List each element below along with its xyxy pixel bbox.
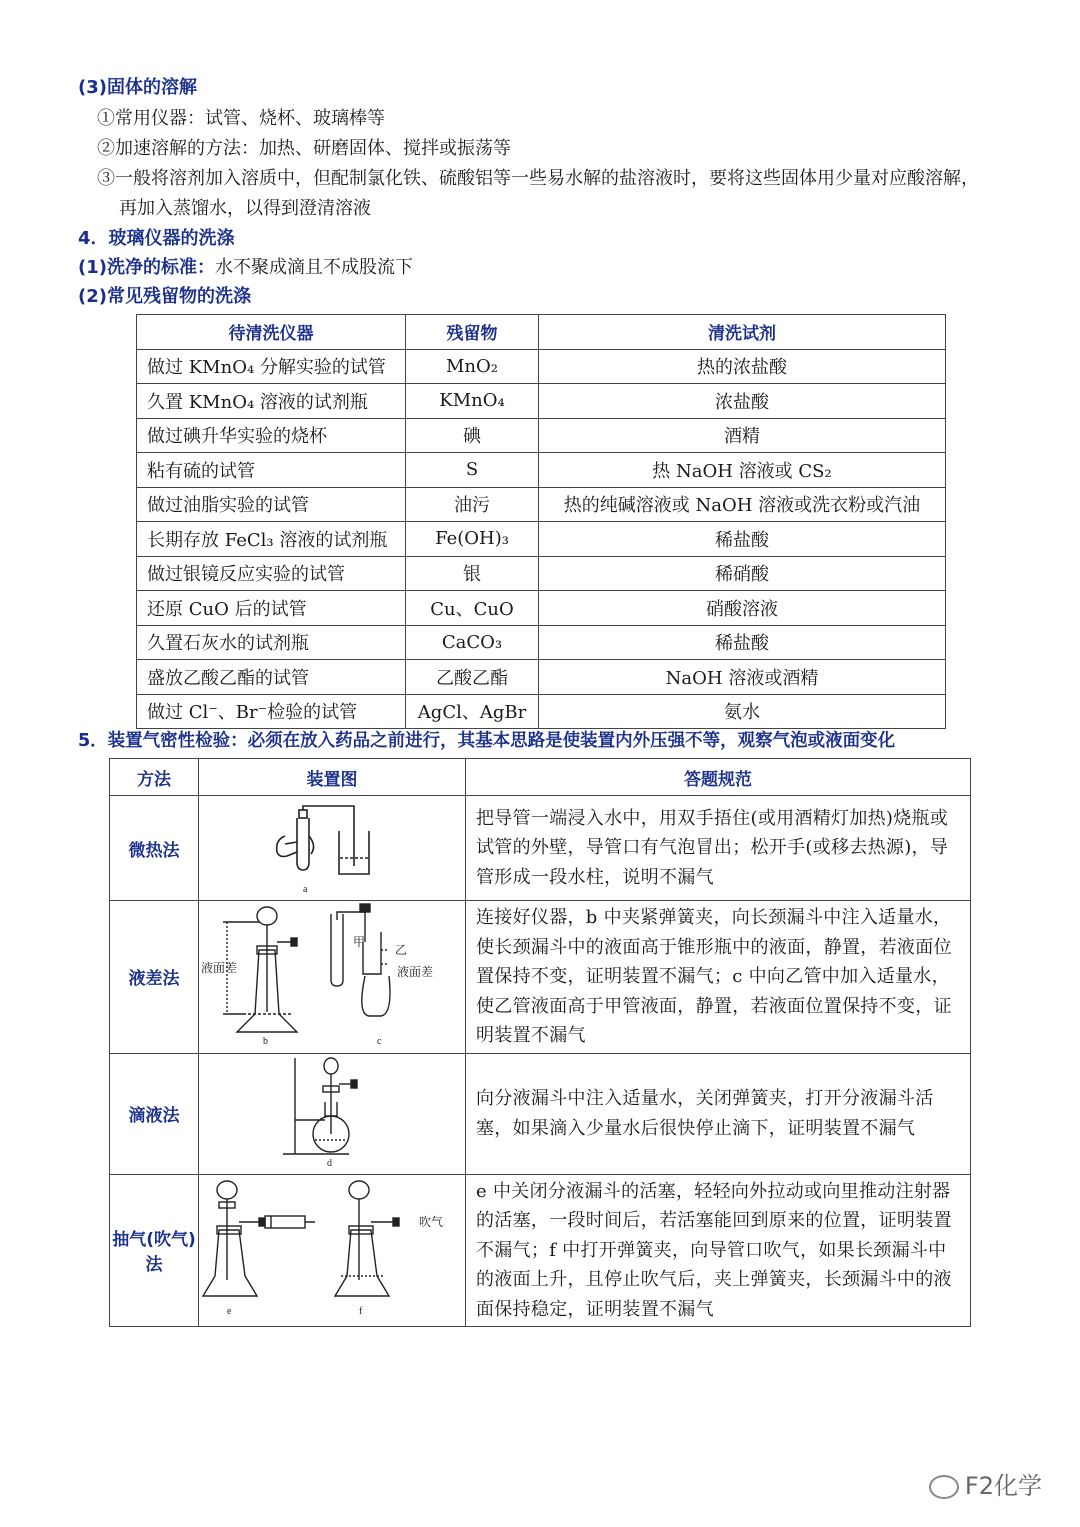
section-5-title: 5．装置气密性检验：必须在放入药品之前进行，其基本思路是使装置内外压强不等，观察气泡或液面变化 <box>78 731 896 751</box>
table-row <box>110 1053 971 1174</box>
method-cell: 微热法 <box>110 796 199 901</box>
header-reagent: 清洗试剂 <box>539 315 946 350</box>
cell-reagent: 酒精 <box>539 418 946 453</box>
cell-residue: 油污 <box>406 487 539 522</box>
cell-residue: 银 <box>406 556 539 591</box>
section-3-title: (3)固体的溶解 <box>78 77 197 98</box>
label-e: e <box>227 1306 232 1318</box>
table-row <box>137 625 946 660</box>
s3-item-1: ①常用仪器：试管、烧杯、玻璃棒等 <box>97 108 385 129</box>
cell-instrument: 做过碘升华实验的烧杯 <box>137 418 406 453</box>
cell-residue: Fe(OH)₃ <box>406 522 539 557</box>
cell-reagent: 浓盐酸 <box>539 384 946 419</box>
header-method: 方法 <box>110 759 199 796</box>
figure-cell <box>199 1053 466 1174</box>
section-4-title: 4．玻璃仪器的洗涤 <box>78 228 235 249</box>
header-figure: 装置图 <box>199 759 466 796</box>
table-header-row <box>137 315 946 350</box>
table-row <box>137 556 946 591</box>
header-residue: 残留物 <box>406 315 539 350</box>
cell-instrument: 做过 KMnO₄ 分解实验的试管 <box>137 349 406 384</box>
cell-instrument: 做过 Cl⁻、Br⁻检验的试管 <box>137 694 406 729</box>
cell-reagent: 稀盐酸 <box>539 625 946 660</box>
cell-instrument: 粘有硫的试管 <box>137 453 406 488</box>
cell-reagent: 硝酸溶液 <box>539 591 946 626</box>
method-cell: 抽气(吹气)法 <box>110 1174 199 1327</box>
cell-residue: CaCO₃ <box>406 625 539 660</box>
s4-sub1 <box>78 256 413 280</box>
s4-sub1-label: (1)洗净的标准： <box>78 257 215 278</box>
cell-residue: S <box>406 453 539 488</box>
wechat-icon <box>929 1475 959 1499</box>
s3-item-2: ②加速溶解的方法：加热、研磨固体、搅拌或振荡等 <box>97 138 511 159</box>
label-b: b <box>263 1035 268 1047</box>
table-row <box>137 522 946 557</box>
watermark-text: F2化学 <box>964 1472 1042 1500</box>
method-cell: 液差法 <box>110 901 199 1054</box>
table-row <box>110 796 971 901</box>
label-c: c <box>377 1035 382 1047</box>
cell-reagent: 稀硝酸 <box>539 556 946 591</box>
s4-sub2: (2)常见残留物的洗涤 <box>78 286 251 307</box>
answer-cell: e 中关闭分液漏斗的活塞，轻轻向外拉动或向里推动注射器的活塞，一段时间后，若活塞能回到原来的位置，证明装置不漏气；f 中打开弹簧夹，向导管口吹气，如果长颈漏斗中的液面上升，且停止吹气后，夹上弹簧夹，长颈漏斗中的液面保持稳定，证明装置不漏气 <box>466 1174 971 1327</box>
table-row <box>110 901 971 1054</box>
apparatus-ef-diagram <box>199 1176 465 1320</box>
table-row <box>137 660 946 695</box>
table-row <box>137 453 946 488</box>
cell-reagent: 热的浓盐酸 <box>539 349 946 384</box>
apparatus-a-diagram <box>199 796 465 896</box>
cell-instrument: 久置石灰水的试剂瓶 <box>137 625 406 660</box>
yi-label: 乙 <box>395 942 408 957</box>
jia-label: 甲 <box>353 934 366 949</box>
cell-reagent: 热 NaOH 溶液或 CS₂ <box>539 453 946 488</box>
table-row <box>137 384 946 419</box>
apparatus-d-diagram <box>199 1054 465 1170</box>
table-row <box>137 487 946 522</box>
cell-instrument: 盛放乙酸乙酯的试管 <box>137 660 406 695</box>
cell-residue: AgCl、AgBr <box>406 694 539 729</box>
s3-item-3b: 再加入蒸馏水，以得到澄清溶液 <box>119 198 371 219</box>
cell-instrument: 久置 KMnO₄ 溶液的试剂瓶 <box>137 384 406 419</box>
figure-cell <box>199 1174 466 1327</box>
apparatus-bc-diagram <box>199 902 465 1048</box>
table-row <box>137 694 946 729</box>
cell-residue: 乙酸乙酯 <box>406 660 539 695</box>
table-row <box>137 349 946 384</box>
watermark <box>929 1466 1042 1501</box>
cell-instrument: 长期存放 FeCl₃ 溶液的试剂瓶 <box>137 522 406 557</box>
table-row <box>137 591 946 626</box>
cell-instrument: 做过油脂实验的试管 <box>137 487 406 522</box>
cell-instrument: 做过银镜反应实验的试管 <box>137 556 406 591</box>
table-row <box>137 418 946 453</box>
washing-table <box>136 314 946 729</box>
s4-sub1-text: 水不聚成滴且不成股流下 <box>214 257 413 278</box>
liquid-diff-label-b: 液面差 <box>201 960 238 975</box>
cell-reagent: 氨水 <box>539 694 946 729</box>
answer-cell: 连接好仪器，b 中夹紧弹簧夹，向长颈漏斗中注入适量水，使长颈漏斗中的液面高于锥形瓶中的液面，静置，若液面位置保持不变，证明装置不漏气；c 中向乙管中加入适量水，使乙管液面高于甲管液面，静置，若液面位置保持不变，证明装置不漏气 <box>466 901 971 1054</box>
cell-reagent: 稀盐酸 <box>539 522 946 557</box>
figure-cell <box>199 796 466 901</box>
cell-residue: 碘 <box>406 418 539 453</box>
cell-residue: KMnO₄ <box>406 384 539 419</box>
table-header-row <box>110 759 971 796</box>
answer-cell: 向分液漏斗中注入适量水，关闭弹簧夹，打开分液漏斗活塞，如果滴入少量水后很快停止滴下，证明装置不漏气 <box>466 1053 971 1174</box>
cell-reagent: NaOH 溶液或酒精 <box>539 660 946 695</box>
cell-residue: MnO₂ <box>406 349 539 384</box>
label-d: d <box>327 1157 332 1169</box>
header-answer: 答题规范 <box>466 759 971 796</box>
figure-cell <box>199 901 466 1054</box>
cell-instrument: 还原 CuO 后的试管 <box>137 591 406 626</box>
s3-item-3a: ③一般将溶剂加入溶质中，但配制氯化铁、硫酸铝等一些易水解的盐溶液时，要将这些固体用少量对应酸溶解， <box>97 168 979 189</box>
liquid-diff-label-c: 液面差 <box>397 964 434 979</box>
answer-cell: 把导管一端浸入水中，用双手捂住(或用酒精灯加热)烧瓶或试管的外壁，导管口有气泡冒出；松开手(或移去热源)，导管形成一段水柱，说明不漏气 <box>466 796 971 901</box>
cell-residue: Cu、CuO <box>406 591 539 626</box>
cell-reagent: 热的纯碱溶液或 NaOH 溶液或洗衣粉或汽油 <box>539 487 946 522</box>
header-instrument: 待清洗仪器 <box>137 315 406 350</box>
airtightness-table <box>109 758 971 1327</box>
table-row <box>110 1174 971 1327</box>
blow-label: 吹气 <box>419 1215 444 1230</box>
label-f: f <box>359 1306 363 1318</box>
label-a: a <box>303 884 308 895</box>
method-cell: 滴液法 <box>110 1053 199 1174</box>
